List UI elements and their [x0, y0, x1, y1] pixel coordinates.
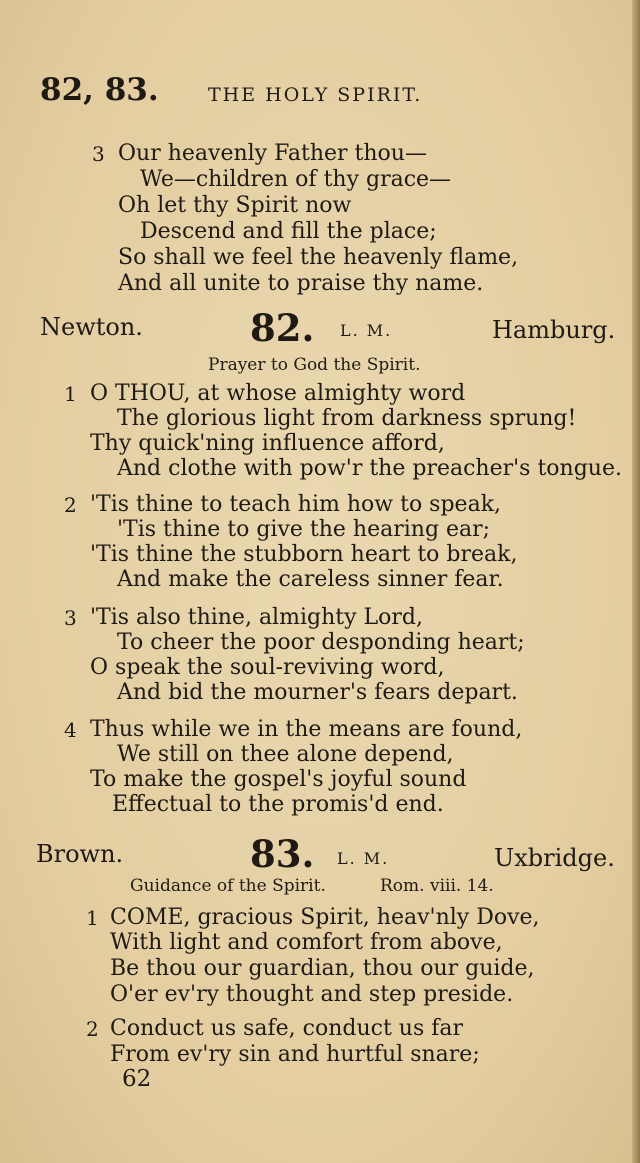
- tune-name-left: Newton.: [40, 313, 143, 341]
- stanza-number: 1: [86, 906, 99, 930]
- verse-line: Our heavenly Father thou—: [118, 141, 427, 166]
- page-number: 62: [122, 1066, 152, 1092]
- verse-line: And bid the mourner's fears depart.: [117, 680, 518, 705]
- hymn-meter: L. M.: [337, 849, 390, 868]
- verse-line: From ev'ry sin and hurtful snare;: [110, 1042, 480, 1067]
- header-section-title: THE HOLY SPIRIT.: [208, 84, 423, 106]
- hymn-number: 82.: [250, 306, 315, 350]
- verse-line: COME, gracious Spirit, heav'nly Dove,: [110, 905, 540, 930]
- hymn-subtitle: Guidance of the Spirit.: [130, 876, 326, 896]
- stanza-number: 3: [64, 606, 77, 630]
- verse-line: And make the careless sinner fear.: [117, 567, 504, 592]
- verse-line: And clothe with pow'r the preacher's tongue.: [117, 456, 622, 481]
- hymn-meter: L. M.: [340, 321, 393, 340]
- verse-line: And all unite to praise thy name.: [118, 271, 484, 296]
- scripture-reference: Rom. viii. 14.: [380, 876, 494, 896]
- stanza-number: 1: [64, 382, 77, 406]
- verse-line: 'Tis thine the stubborn heart to break,: [90, 542, 518, 567]
- verse-line: Conduct us safe, conduct us far: [110, 1016, 464, 1041]
- hymn-subtitle: Prayer to God the Spirit.: [208, 355, 421, 375]
- verse-line: So shall we feel the heavenly flame,: [118, 245, 519, 270]
- verse-line: 'Tis thine to give the hearing ear;: [117, 517, 491, 542]
- verse-line: We still on thee alone depend,: [117, 742, 454, 767]
- verse-line: O THOU, at whose almighty word: [90, 381, 466, 406]
- verse-line: Descend and fill the place;: [140, 219, 437, 244]
- stanza-number: 3: [92, 142, 105, 166]
- stanza-number: 2: [64, 493, 77, 517]
- verse-line: Thus while we in the means are found,: [90, 717, 523, 742]
- verse-line: The glorious light from darkness sprung!: [117, 406, 577, 431]
- verse-line: To make the gospel's joyful sound: [90, 767, 467, 792]
- verse-line: Thy quick'ning influence afford,: [90, 431, 445, 456]
- verse-line: O speak the soul-reviving word,: [90, 655, 445, 680]
- verse-line: We—children of thy grace—: [140, 167, 452, 192]
- stanza-number: 2: [86, 1017, 99, 1041]
- verse-line: Be thou our guardian, thou our guide,: [110, 956, 535, 981]
- verse-line: Effectual to the promis'd end.: [112, 792, 444, 817]
- verse-line: 'Tis also thine, almighty Lord,: [90, 605, 423, 630]
- verse-line: With light and comfort from above,: [110, 930, 503, 955]
- header-hymn-numbers: 82, 83.: [40, 72, 159, 108]
- hymn-number: 83.: [250, 832, 315, 876]
- verse-line: O'er ev'ry thought and step preside.: [110, 982, 514, 1007]
- tune-name-left: Brown.: [36, 840, 124, 868]
- verse-line: Oh let thy Spirit now: [118, 193, 352, 218]
- tune-name-right: Hamburg.: [492, 316, 616, 344]
- stanza-number: 4: [64, 718, 77, 742]
- verse-line: 'Tis thine to teach him how to speak,: [90, 492, 502, 517]
- page-edge: [632, 0, 640, 1163]
- tune-name-right: Uxbridge.: [494, 844, 615, 872]
- verse-line: To cheer the poor desponding heart;: [117, 630, 525, 655]
